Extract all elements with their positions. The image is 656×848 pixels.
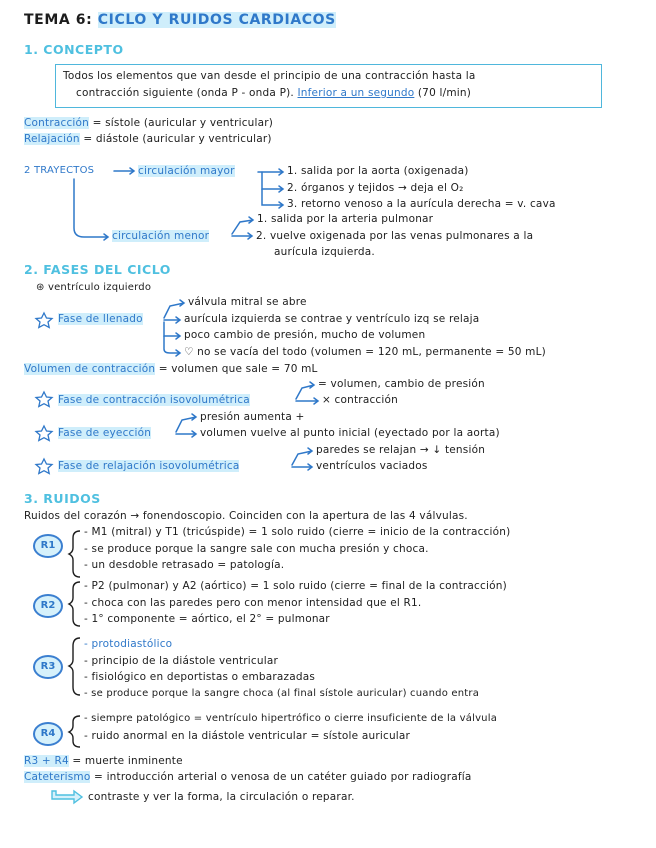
title-prefix: TEMA 6: [24, 12, 87, 28]
cateterismo-text: = introducción arterial o venosa de un catéter guiado por radiografía: [94, 771, 472, 783]
r4-item-1: - siempre patológico = ventrículo hipertrófico o cierre insuficiente de la válvula: [84, 713, 498, 724]
concept-line2-c: (70 l/min): [417, 87, 472, 99]
concept-line1: Todos los elementos que van desde el principio de una contracción hasta la: [63, 70, 476, 82]
eyeccion-item-1: presión aumenta +: [200, 411, 305, 423]
llenado-item-1: válvula mitral se abre: [188, 296, 307, 308]
cateterismo-line: [24, 771, 472, 783]
trayectos-label: 2 TRAYECTOS: [24, 165, 95, 176]
mayor-item-2: 2. órganos y tejidos → deja el O₂: [287, 182, 464, 194]
relajacion-label: Relajación: [24, 133, 80, 145]
contraccion-line: [24, 117, 273, 129]
circulacion-mayor: circulación mayor: [138, 165, 235, 177]
badge-r1: R1: [33, 534, 63, 558]
r3-item-3: - fisiológico en deportistas o embarazadas: [84, 671, 316, 683]
r3r4-label: R3 + R4: [24, 755, 69, 767]
badge-r2: R2: [33, 594, 63, 618]
volumen-text: = volumen que sale = 70 mL: [158, 363, 318, 375]
concept-line2-a: contracción siguiente (onda P - onda P).: [76, 87, 294, 99]
title-topic: CICLO Y RUIDOS CARDIACOS: [97, 12, 336, 28]
contraccion-text: = sístole (auricular y ventricular): [92, 117, 274, 129]
menor-item-2: 2. vuelve oxigenada por las venas pulmonares a la: [256, 230, 534, 242]
circulacion-menor: circulación menor: [112, 230, 210, 242]
volumen-label: Volumen de contracción: [24, 363, 156, 375]
r2-item-1: - P2 (pulmonar) y A2 (aórtico) = 1 solo ruido (cierre = final de la contracción): [84, 580, 507, 592]
mayor-item-1: 1. salida por la aorta (oxigenada): [287, 165, 469, 177]
llenado-item-3: poco cambio de presión, mucho de volumen: [184, 329, 426, 341]
fase-isovolumetrica: Fase de contracción isovolumétrica: [58, 394, 250, 406]
eyeccion-item-2: volumen vuelve al punto inicial (eyectado por la aorta): [200, 427, 500, 439]
relajacion-item-2: ventrículos vaciados: [316, 460, 428, 472]
fase-llenado: Fase de llenado: [58, 313, 143, 325]
fases-sub: ⊛ ventrículo izquierdo: [36, 282, 152, 293]
relajacion-item-1: paredes se relajan → ↓ tensión: [316, 444, 486, 456]
r3r4-text: = muerte inminente: [72, 755, 183, 767]
r2-item-3: - 1° componente = aórtico, el 2° = pulmonar: [84, 613, 330, 625]
relajacion-text: = diástole (auricular y ventricular): [83, 133, 272, 145]
r1-item-2: - se produce porque la sangre sale con mucha presión y choca.: [84, 543, 429, 555]
r3-item-1: - protodiastólico: [84, 638, 173, 650]
title-sep: :: [86, 12, 93, 28]
r1-item-1: - M1 (mitral) y T1 (tricúspide) = 1 solo ruido (cierre = inicio de la contracción): [84, 526, 511, 538]
menor-item-1: 1. salida por la arteria pulmonar: [257, 213, 434, 225]
page-title: [24, 12, 336, 28]
cateterismo-result: contraste y ver la forma, la circulación o reparar.: [88, 791, 355, 803]
cateterismo-label: Cateterismo: [24, 771, 91, 783]
concept-line2-b: Inferior a un segundo: [297, 87, 415, 99]
mayor-item-3: 3. retorno venoso a la aurícula derecha = v. cava: [287, 198, 556, 210]
concept-line2: [76, 87, 471, 99]
r1-item-3: - un desdoble retrasado = patología.: [84, 559, 285, 571]
r3-item-4: - se produce porque la sangre choca (al final sístole auricular) cuando entra: [84, 688, 480, 699]
r2-item-2: - choca con las paredes pero con menor intensidad que el R1.: [84, 597, 422, 609]
r4-item-2: - ruido anormal en la diástole ventricular = sístole auricular: [84, 730, 411, 742]
fase-eyeccion: Fase de eyección: [58, 427, 152, 439]
isovol-item-2: × contracción: [322, 394, 398, 406]
llenado-item-2: aurícula izquierda se contrae y ventrículo izq se relaja: [184, 313, 480, 325]
section-fases-heading: 2. FASES DEL CICLO: [24, 262, 171, 277]
section-concepto-heading: 1. CONCEPTO: [24, 42, 124, 57]
r3-item-2: - principio de la diástole ventricular: [84, 655, 278, 667]
menor-item-3: aurícula izquierda.: [274, 246, 375, 258]
relajacion-line: [24, 133, 272, 145]
volumen-line: [24, 363, 318, 375]
fase-relajacion: Fase de relajación isovolumétrica: [58, 460, 240, 472]
section-ruidos-heading: 3. RUIDOS: [24, 491, 101, 506]
llenado-item-4: ♡ no se vacía del todo (volumen = 120 mL, permanente = 50 mL): [184, 346, 546, 358]
isovol-item-1: = volumen, cambio de presión: [318, 378, 485, 390]
badge-r3: R3: [33, 655, 63, 679]
contraccion-label: Contracción: [24, 117, 90, 129]
r3r4-line: [24, 755, 183, 767]
ruidos-intro: Ruidos del corazón → fonendoscopio. Coinciden con la apertura de las 4 válvulas.: [24, 510, 468, 522]
badge-r4: R4: [33, 722, 63, 746]
